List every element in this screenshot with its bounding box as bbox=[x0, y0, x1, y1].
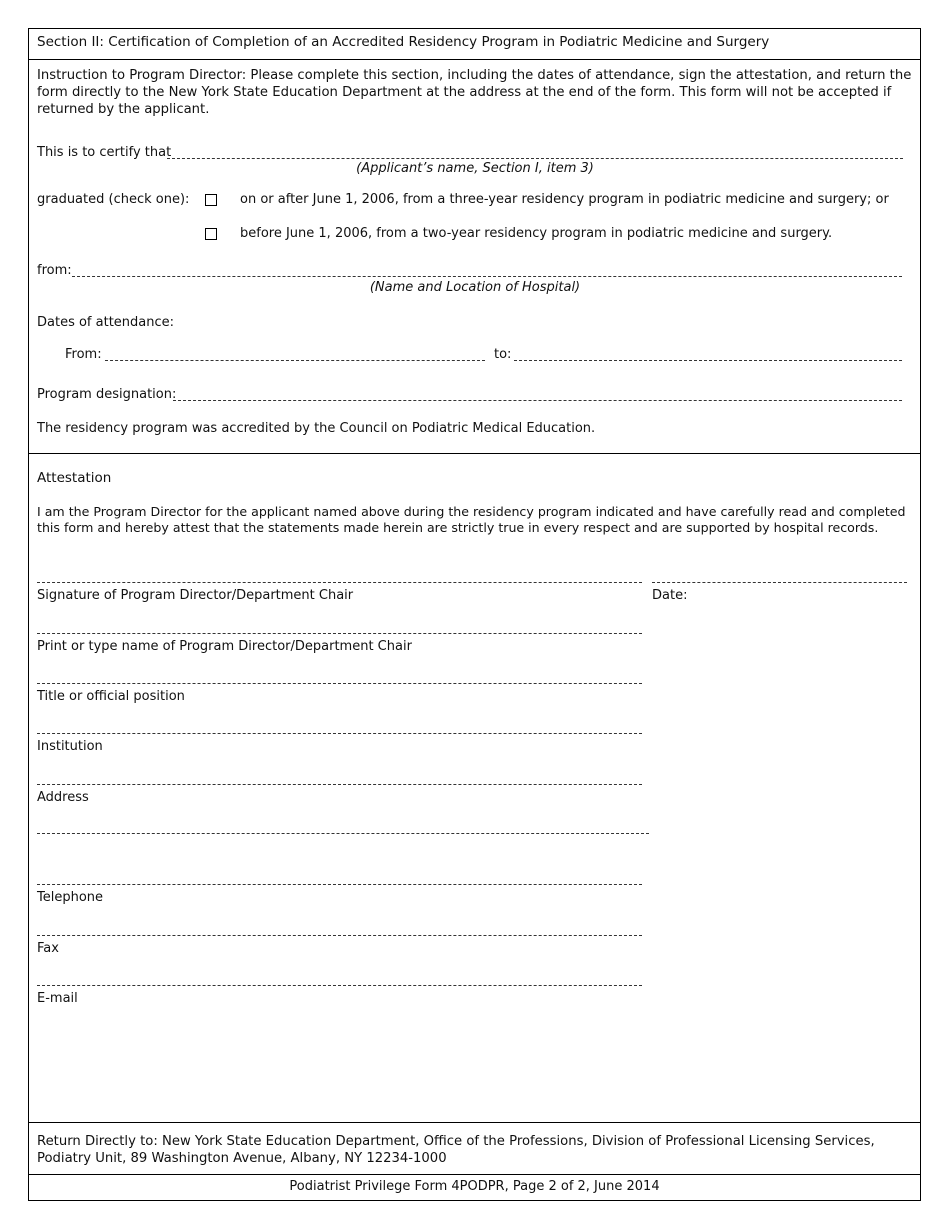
instruction-text: Instruction to Program Director: Please complete this section, including the dates of attendance, sign the attestation, and return the form directly to the New York State Education Department at the address at the end of the form. This form will not be accepted if returned by the applicant. bbox=[37, 68, 912, 117]
dates-from-field[interactable] bbox=[105, 360, 485, 361]
graduated-label: graduated (check one): bbox=[37, 192, 190, 207]
divider bbox=[28, 1122, 921, 1123]
applicant-name-field[interactable] bbox=[167, 158, 903, 159]
print-name-label: Print or type name of Program Director/Department Chair bbox=[37, 639, 412, 654]
divider bbox=[28, 453, 921, 454]
signature-field[interactable] bbox=[37, 582, 642, 583]
hospital-caption: (Name and Location of Hospital) bbox=[369, 280, 581, 295]
institution-label: Institution bbox=[37, 739, 103, 754]
address-field[interactable] bbox=[37, 784, 642, 785]
telephone-label: Telephone bbox=[37, 890, 104, 905]
return-address: Return Directly to: New York State Education Department, Office of the Professions, Division of Professional Licensing Services, Podiatry Unit, 89 Washington Avenue, Albany, NY 12234-1000 bbox=[37, 1134, 875, 1166]
fax-field[interactable] bbox=[37, 935, 642, 936]
divider bbox=[28, 59, 921, 60]
email-label: E-mail bbox=[37, 991, 78, 1006]
telephone-field[interactable] bbox=[37, 884, 642, 885]
three-year-option-label: on or after June 1, 2006, from a three-year residency program in podiatric medicine and surgery; or bbox=[240, 192, 889, 207]
email-field[interactable] bbox=[37, 985, 642, 986]
program-designation-label: Program designation: bbox=[37, 387, 177, 402]
dates-to-label: to: bbox=[494, 347, 512, 362]
date-field[interactable] bbox=[652, 582, 907, 583]
footer-text: Podiatrist Privilege Form 4PODPR, Page 2 of 2, June 2014 bbox=[289, 1179, 660, 1194]
accreditation-statement: The residency program was accredited by the Council on Podiatric Medical Education. bbox=[37, 421, 596, 436]
certify-label: This is to certify that bbox=[37, 145, 172, 160]
title-field[interactable] bbox=[37, 683, 642, 684]
hospital-field[interactable] bbox=[72, 276, 902, 277]
institution-field[interactable] bbox=[37, 733, 642, 734]
section-title: Section II: Certification of Completion of an Accredited Residency Program in Podiatric Medicine and Surgery bbox=[37, 34, 770, 50]
attestation-heading: Attestation bbox=[37, 470, 112, 486]
applicant-caption: (Applicant’s name, Section I, item 3) bbox=[356, 161, 594, 176]
address-label: Address bbox=[37, 790, 89, 805]
dates-to-field[interactable] bbox=[514, 360, 902, 361]
program-designation-field[interactable] bbox=[173, 400, 902, 401]
fax-label: Fax bbox=[37, 941, 59, 956]
print-name-field[interactable] bbox=[37, 633, 642, 634]
three-year-checkbox[interactable] bbox=[205, 194, 217, 206]
from-label: from: bbox=[37, 263, 72, 278]
date-label: Date: bbox=[652, 588, 688, 603]
dates-label: Dates of attendance: bbox=[37, 315, 175, 330]
title-label: Title or official position bbox=[37, 689, 185, 704]
attestation-statement: I am the Program Director for the applicant named above during the residency program indicated and have carefully read and completed this form and hereby attest that the statements made herein are strictly true in every respect and are supported by hospital records. bbox=[37, 504, 906, 535]
signature-label: Signature of Program Director/Department Chair bbox=[37, 588, 354, 603]
two-year-option-label: before June 1, 2006, from a two-year residency program in podiatric medicine and surgery. bbox=[240, 226, 833, 241]
two-year-checkbox[interactable] bbox=[205, 228, 217, 240]
address-line-2-field[interactable] bbox=[37, 833, 649, 834]
dates-from-label: From: bbox=[65, 347, 102, 362]
